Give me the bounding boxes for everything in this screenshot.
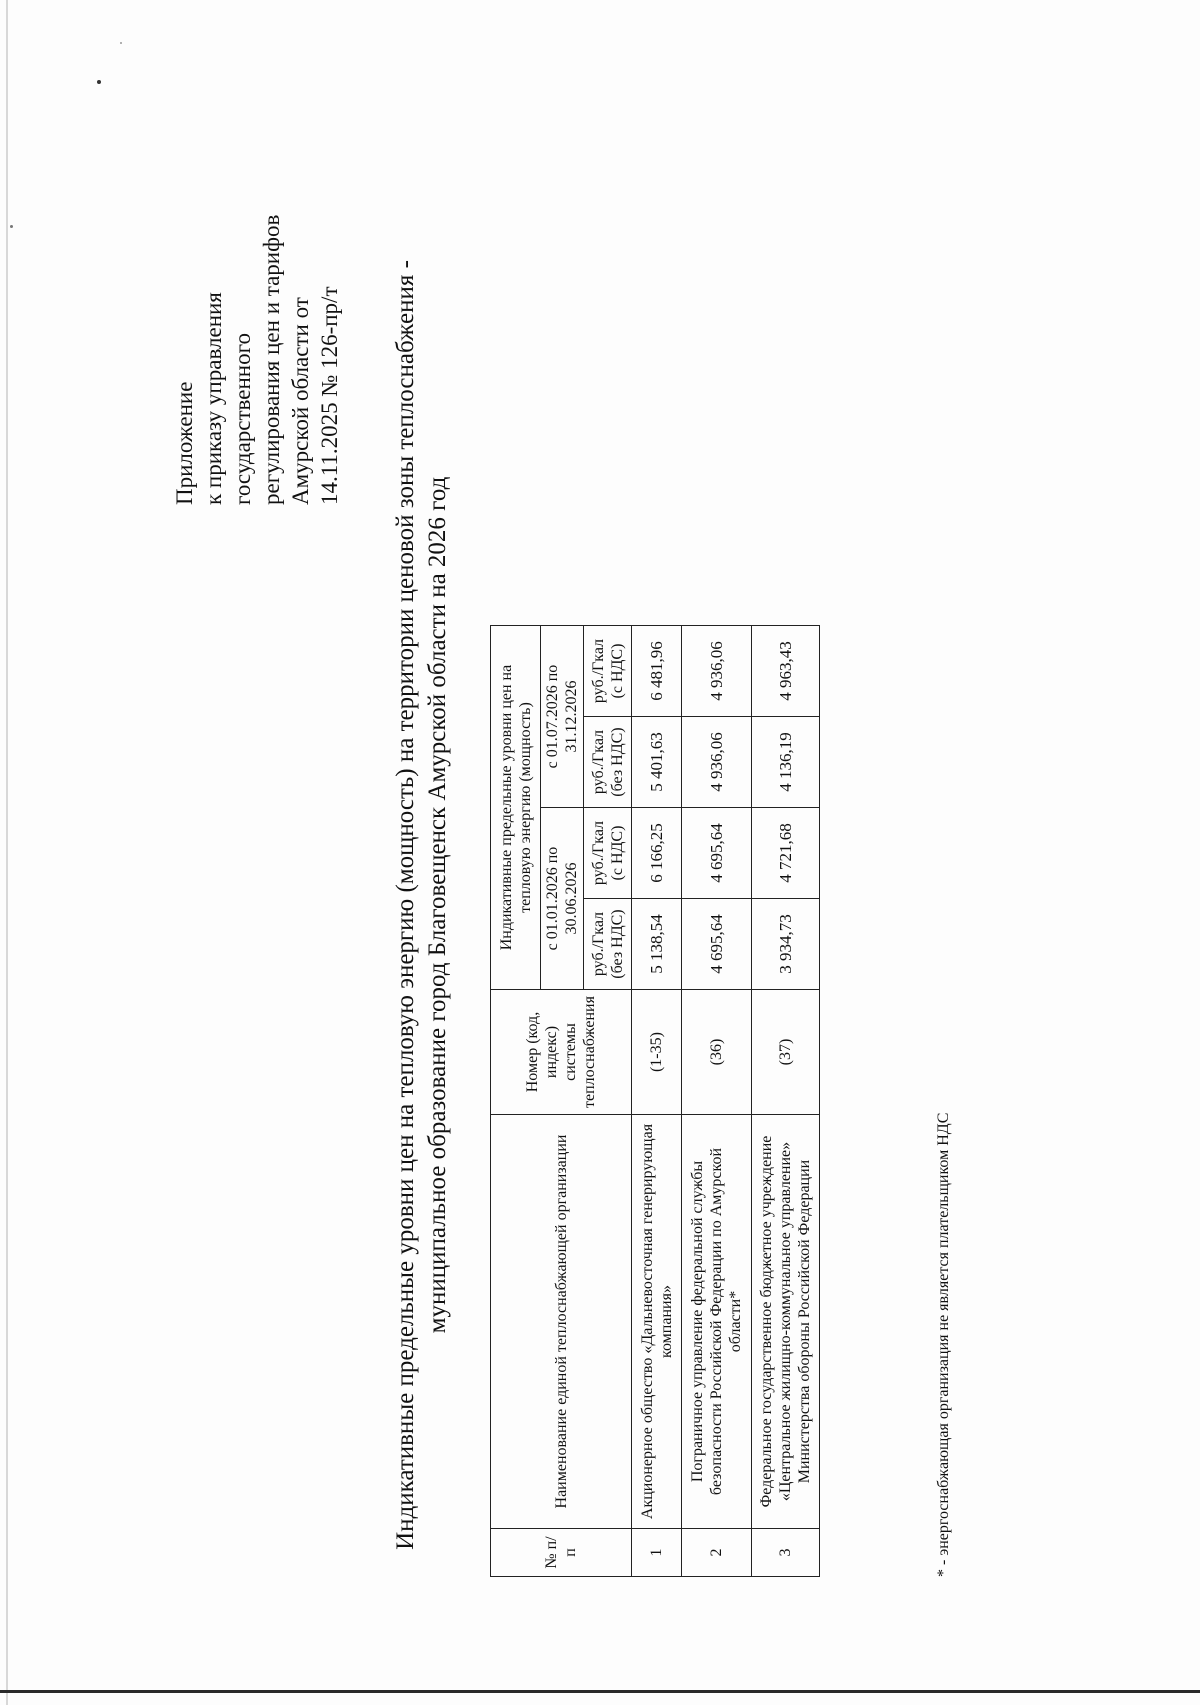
- row-p1-novat: 3 934,73: [752, 899, 820, 990]
- row-p1-novat: 4 695,64: [682, 899, 752, 990]
- appendix-line: регулирования цен и тарифов: [259, 214, 284, 505]
- table-row: [632, 626, 682, 1577]
- appendix-line: Приложение: [172, 381, 197, 505]
- header-unit-vat: руб./Гкал (с НДС): [584, 808, 632, 899]
- title-line-1: Индикативные предельные уровни цен на тепловую энергию (мощность) на территории ценовой зоны теплоснабжения -: [392, 260, 419, 1550]
- header-num: № п/п: [491, 1529, 632, 1577]
- appendix-line: Амурской области от: [288, 297, 313, 505]
- tariff-table: [490, 625, 820, 1577]
- appendix-line: к приказу управления: [201, 292, 226, 505]
- footnote: * - энергоснабжающая организация не является плательщиком НДС: [935, 1112, 952, 1577]
- appendix-block: [170, 45, 344, 505]
- table-row: [682, 626, 752, 1577]
- row-p1-vat: 4 721,68: [752, 808, 820, 899]
- row-p1-vat: 4 695,64: [682, 808, 752, 899]
- appendix-line: государственного: [230, 333, 255, 505]
- appendix-line: 14.11.2025 № 126-пр/т: [317, 286, 342, 505]
- header-code: Номер (код, индекс) системы теплоснабжения: [491, 990, 632, 1115]
- row-num: 3: [752, 1529, 820, 1577]
- header-unit-novat: руб./Гкал (без НДС): [584, 899, 632, 990]
- row-p1-vat: 6 166,25: [632, 808, 682, 899]
- header-period-1: с 01.01.2026 по 30.06.2026: [541, 808, 584, 990]
- row-p1-novat: 5 138,54: [632, 899, 682, 990]
- row-org: Пограничное управление федеральной службы безопасности Российской Федерации по Амурской области*: [682, 1115, 752, 1529]
- header-period-2: с 01.07.2026 по 31.12.2026: [541, 626, 584, 808]
- row-code: (36): [682, 990, 752, 1115]
- row-p2-novat: 4 136,19: [752, 717, 820, 808]
- row-org: Акционерное общество «Дальневосточная генерирующая компания»: [632, 1115, 682, 1529]
- row-code: (37): [752, 990, 820, 1115]
- row-p2-vat: 4 936,06: [682, 626, 752, 717]
- row-p2-novat: 4 936,06: [682, 717, 752, 808]
- document-title: [390, 215, 454, 1595]
- row-p2-vat: 6 481,96: [632, 626, 682, 717]
- row-num: 2: [682, 1529, 752, 1577]
- row-p2-vat: 4 963,43: [752, 626, 820, 717]
- table-row: [752, 626, 820, 1577]
- header-unit-novat: руб./Гкал (без НДС): [584, 717, 632, 808]
- header-org: Наименование единой теплоснабжающей организации: [491, 1115, 632, 1529]
- scan-bottom-line: [0, 1690, 1200, 1693]
- row-num: 1: [632, 1529, 682, 1577]
- header-price-group: Индикативные предельные уровни цен на тепловую энергию (мощность): [491, 626, 541, 990]
- title-line-2: муниципальное образование город Благовещенск Амурской области на 2026 год: [424, 476, 451, 1334]
- row-p2-novat: 5 401,63: [632, 717, 682, 808]
- row-org: Федеральное государственное бюджетное учреждение «Центральное жилищно-коммунальное управление» Министерства обороны Российской Федерации: [752, 1115, 820, 1529]
- header-unit-vat: руб./Гкал (с НДС): [584, 626, 632, 717]
- row-code: (1-35): [632, 990, 682, 1115]
